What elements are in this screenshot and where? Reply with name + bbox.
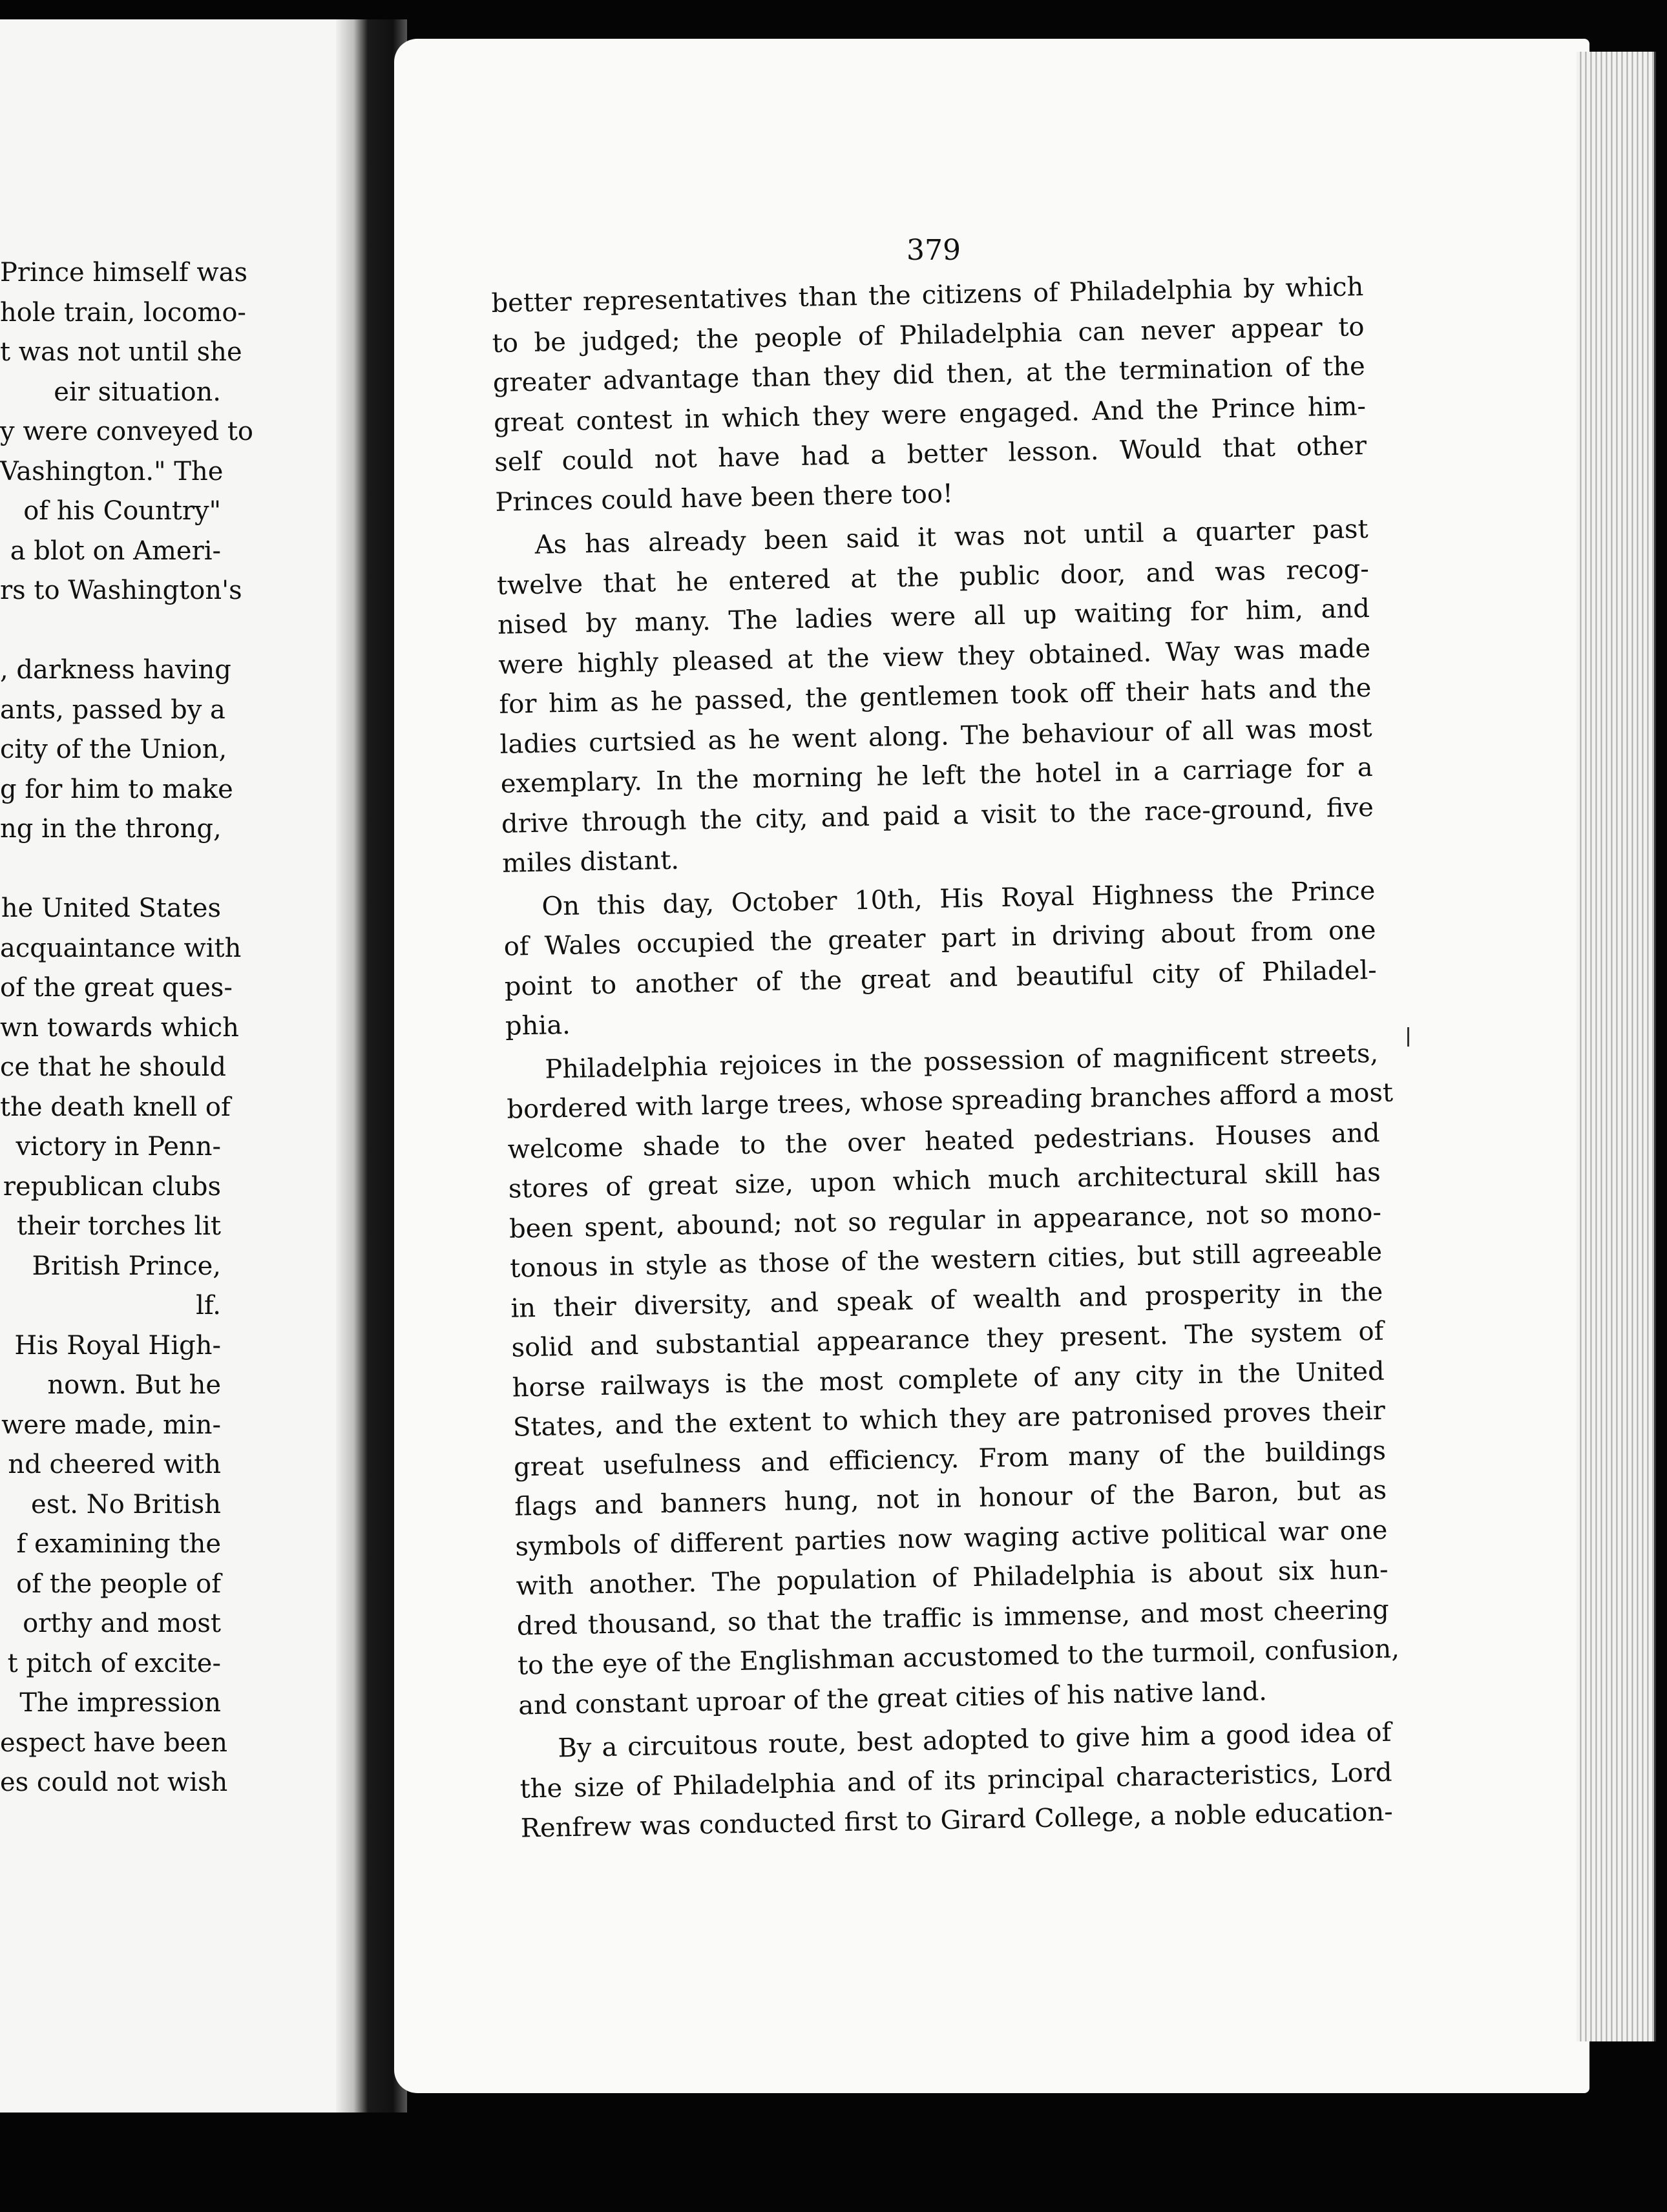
left-line: y were conveyed to (0, 417, 253, 446)
left-line: es could not wish (0, 1768, 228, 1797)
text-line: to the eye of the Englishman accustomed to the turmoil, confusion, (517, 1634, 1400, 1681)
left-line: ants, passed by a (0, 694, 225, 725)
text-line: welcome shade to the over heated pedestrians. Houses and (507, 1118, 1380, 1165)
left-line: orthy and most (23, 1609, 221, 1638)
text-line: ladies curtsied as he went along. The behaviour of all was most (499, 713, 1372, 760)
left-line: The impression (19, 1688, 221, 1718)
text-line: Philadelphia rejoices in the possession of magnificent streets, (544, 1038, 1379, 1085)
left-line: Prince himself was (0, 258, 247, 287)
text-line: and constant uproar of the great cities of his native land. (518, 1676, 1268, 1721)
left-page-text (0, 253, 253, 1803)
text-line: States, and the extent to which they are patronised proves their (512, 1395, 1386, 1443)
left-line (0, 611, 221, 651)
text-line: better representatives than the citizens of Philadelphia by which (491, 272, 1364, 318)
text-line: were highly pleased at the view they obtained. Way was made (498, 633, 1371, 680)
text-line: horse railways is the most complete of any city in the United (512, 1356, 1385, 1403)
text-line: been spent, abound; not so regular in appearance, not so mono- (508, 1197, 1382, 1244)
text-line: phia. (505, 1010, 571, 1041)
text-line: nised by many. The ladies were all up waiting for him, and (497, 593, 1370, 640)
text-line: dred thousand, so that the traffic is immense, and most cheering (516, 1594, 1390, 1642)
left-line: victory in Penn- (16, 1132, 221, 1162)
text-line: solid and substantial appearance they present. The system of (511, 1316, 1384, 1363)
text-line: Renfrew was conducted first to Girard College, a noble education- (520, 1797, 1394, 1844)
text-line: By a circuitous route, best adopted to give him a good idea of (558, 1717, 1392, 1764)
text-line: twelve that he entered at the public door, and was recog- (496, 554, 1370, 601)
text-line: self could not have had a better lesson. Would that other (494, 431, 1367, 477)
text-line: great contest in which they were engaged. And the Prince him- (493, 391, 1367, 438)
left-line: British Prince, (32, 1251, 221, 1281)
left-line: of the people of (16, 1569, 221, 1599)
left-line: eir situation. (54, 377, 221, 407)
page-edges (1577, 52, 1656, 2041)
left-line: nd cheered with (8, 1450, 221, 1479)
text-line: greater advantage than they did then, at the termination of the (492, 351, 1366, 398)
text-line: flags and banners hung, not in honour of the Baron, but as (514, 1475, 1387, 1522)
text-line: symbols of different parties now waging active political war one (515, 1515, 1388, 1562)
left-line: of the great ques- (0, 973, 233, 1003)
left-line: wn towards which (0, 1012, 239, 1043)
left-line: hole train, locomo- (0, 297, 246, 328)
left-line (0, 850, 221, 890)
text-line: of Wales occupied the greater part in driving about from one (503, 915, 1376, 962)
left-line: rs to Washington's (0, 576, 242, 605)
left-line: est. No British (31, 1489, 221, 1519)
left-line: espect have been (0, 1727, 227, 1758)
text-line: Princes could have been there too! (495, 478, 954, 517)
text-line: stores of great size, upon which much architectural skill has (508, 1157, 1381, 1204)
text-line: tonous in style as those of the western cities, but still agreeable (509, 1236, 1383, 1284)
text-line: great usefulness and efficiency. From many of the buildings (513, 1435, 1387, 1483)
left-line: nown. But he (47, 1370, 221, 1400)
left-line: were made, min- (1, 1410, 221, 1440)
text-line: As has already been said it was not until a quarter past (534, 514, 1368, 560)
left-line: lf. (196, 1291, 221, 1320)
left-line: f examining the (16, 1529, 221, 1559)
margin-mark (1407, 1027, 1409, 1047)
text-line: to be judged; the people of Philadelphia can never appear to (492, 311, 1365, 359)
page-number: 379 (907, 234, 961, 267)
left-line: Vashington." The (0, 456, 224, 486)
text-line: for him as he passed, the gentlemen took off their hats and the (499, 673, 1372, 720)
left-line: ce that he should (0, 1052, 226, 1082)
left-line: a blot on Ameri- (10, 536, 221, 566)
left-line: he United States (1, 893, 221, 923)
text-line: drive through the city, and paid a visit to the race-ground, five (501, 792, 1374, 839)
text-line: point to another of the great and beautiful city of Philadel- (504, 955, 1378, 1002)
left-line: the death knell of (0, 1092, 231, 1122)
left-line: their torches lit (16, 1211, 221, 1241)
left-line: , darkness having (0, 655, 231, 685)
left-line: republican clubs (3, 1171, 221, 1202)
left-line: acquaintance with (0, 933, 242, 963)
left-line: of his Country" (23, 496, 221, 526)
text-line: in their diversity, and speak of wealth and prosperity in the (510, 1277, 1383, 1324)
left-line: t was not until she (0, 337, 242, 367)
text-line: miles distant. (501, 845, 680, 879)
body-text (491, 267, 1400, 1849)
text-line: On this day, October 10th, His Royal Highness the Prince (541, 875, 1376, 922)
left-line: ng in the throng, (0, 814, 222, 844)
text-line: the size of Philadelphia and of its principal characteristics, Lord (519, 1757, 1392, 1804)
text-line: bordered with large trees, whose spreading branches afford a most (507, 1078, 1394, 1125)
left-line: g for him to make (0, 774, 233, 804)
left-line: His Royal High- (14, 1330, 221, 1361)
left-line: city of the Union, (0, 735, 227, 764)
text-line: exemplary. In the morning he left the hotel in a carriage for a (500, 752, 1374, 799)
text-line: with another. The population of Philadelphia is about six hun- (516, 1554, 1389, 1602)
left-line: t pitch of excite- (7, 1648, 221, 1678)
